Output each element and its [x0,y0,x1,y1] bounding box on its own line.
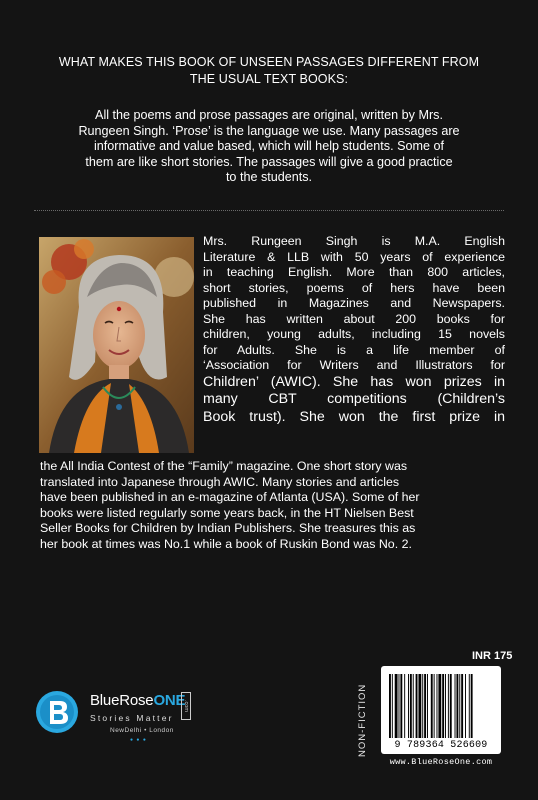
publisher-name-b: ONE [153,692,186,709]
bio-line: Book trust). She won the first prize in [203,408,505,425]
back-cover-heading [22,54,516,88]
bio-line: many CBT competitions (Children’s [203,391,505,408]
intro-line: them are like short stories. The passages will give a good practice [85,154,453,169]
bio-line: translated into Japanese through AWIC. Many stories and articles [40,474,400,489]
bio-line: Children’ (AWIC). She has won prizes in [203,373,505,390]
bio-line: for Adults. She is a life member of [203,342,505,357]
publisher-locations: NewDelhi • London [110,727,174,734]
publisher-tagline: Stories Matter [90,713,174,723]
bio-line: in teaching English. More than 800 articles, [203,265,505,279]
bio-line: have been published in an e-magazine of Atlanta (USA). Some of her [40,490,420,505]
isbn-number: 9 789364 526609 [394,740,488,751]
genre-label: NON-FICTION [357,683,368,757]
intro-line: informative and value based, which will help students. Some of [93,139,445,154]
dotted-divider [34,210,504,211]
price-label: INR 175 [472,650,513,662]
bio-line: ‘Association for Writers and Illustrators for [203,358,505,372]
publisher-name-a: BlueRose [90,692,154,709]
author-bio-continued [40,459,510,553]
bluerose-logo-icon [35,690,79,734]
publisher-website: www.BlueRoseOne.com [389,757,493,767]
bio-line: Literature & LLB with 50 years of experience [203,249,505,264]
heading-line: THE USUAL TEXT BOOKS: [189,72,349,86]
bio-line: books were listed regularly some years back, in the HT Nielsen Best [40,505,414,520]
bio-line: children, young adults, including 15 novels [203,327,505,341]
intro-line: All the poems and prose passages are original, written by Mrs. [95,108,443,122]
author-portrait-illustration [39,237,194,453]
bio-line: She has written about 200 books for [203,311,505,326]
publisher-badge: .com [181,692,191,720]
bio-line: Seller Books for Children by Indian Publishers. She treasures this as [40,521,416,536]
bio-line: short stories, poems of hers have been [203,280,505,295]
social-icons: ● ● ● [130,737,147,743]
author-photo [39,237,194,453]
bio-line: her book at times was No.1 while a book of Ruskin Bond was No. 2. [40,536,412,551]
heading-line: WHAT MAKES THIS BOOK OF UNSEEN PASSAGES DIFFERENT FROM [58,55,480,69]
intro-line: to the students. [225,170,313,185]
bio-line: published in Magazines and Newspapers. [203,296,505,310]
intro-paragraph [24,108,514,186]
intro-line: Rungeen Singh. ‘Prose’ is the language we use. Many passages are [78,123,460,138]
publisher-name [90,692,185,709]
bio-line: the All India Contest of the “Family” magazine. One short story was [40,459,408,473]
author-bio-beside-photo [203,234,505,426]
bio-line: Mrs. Rungeen Singh is M.A. English [203,234,505,248]
